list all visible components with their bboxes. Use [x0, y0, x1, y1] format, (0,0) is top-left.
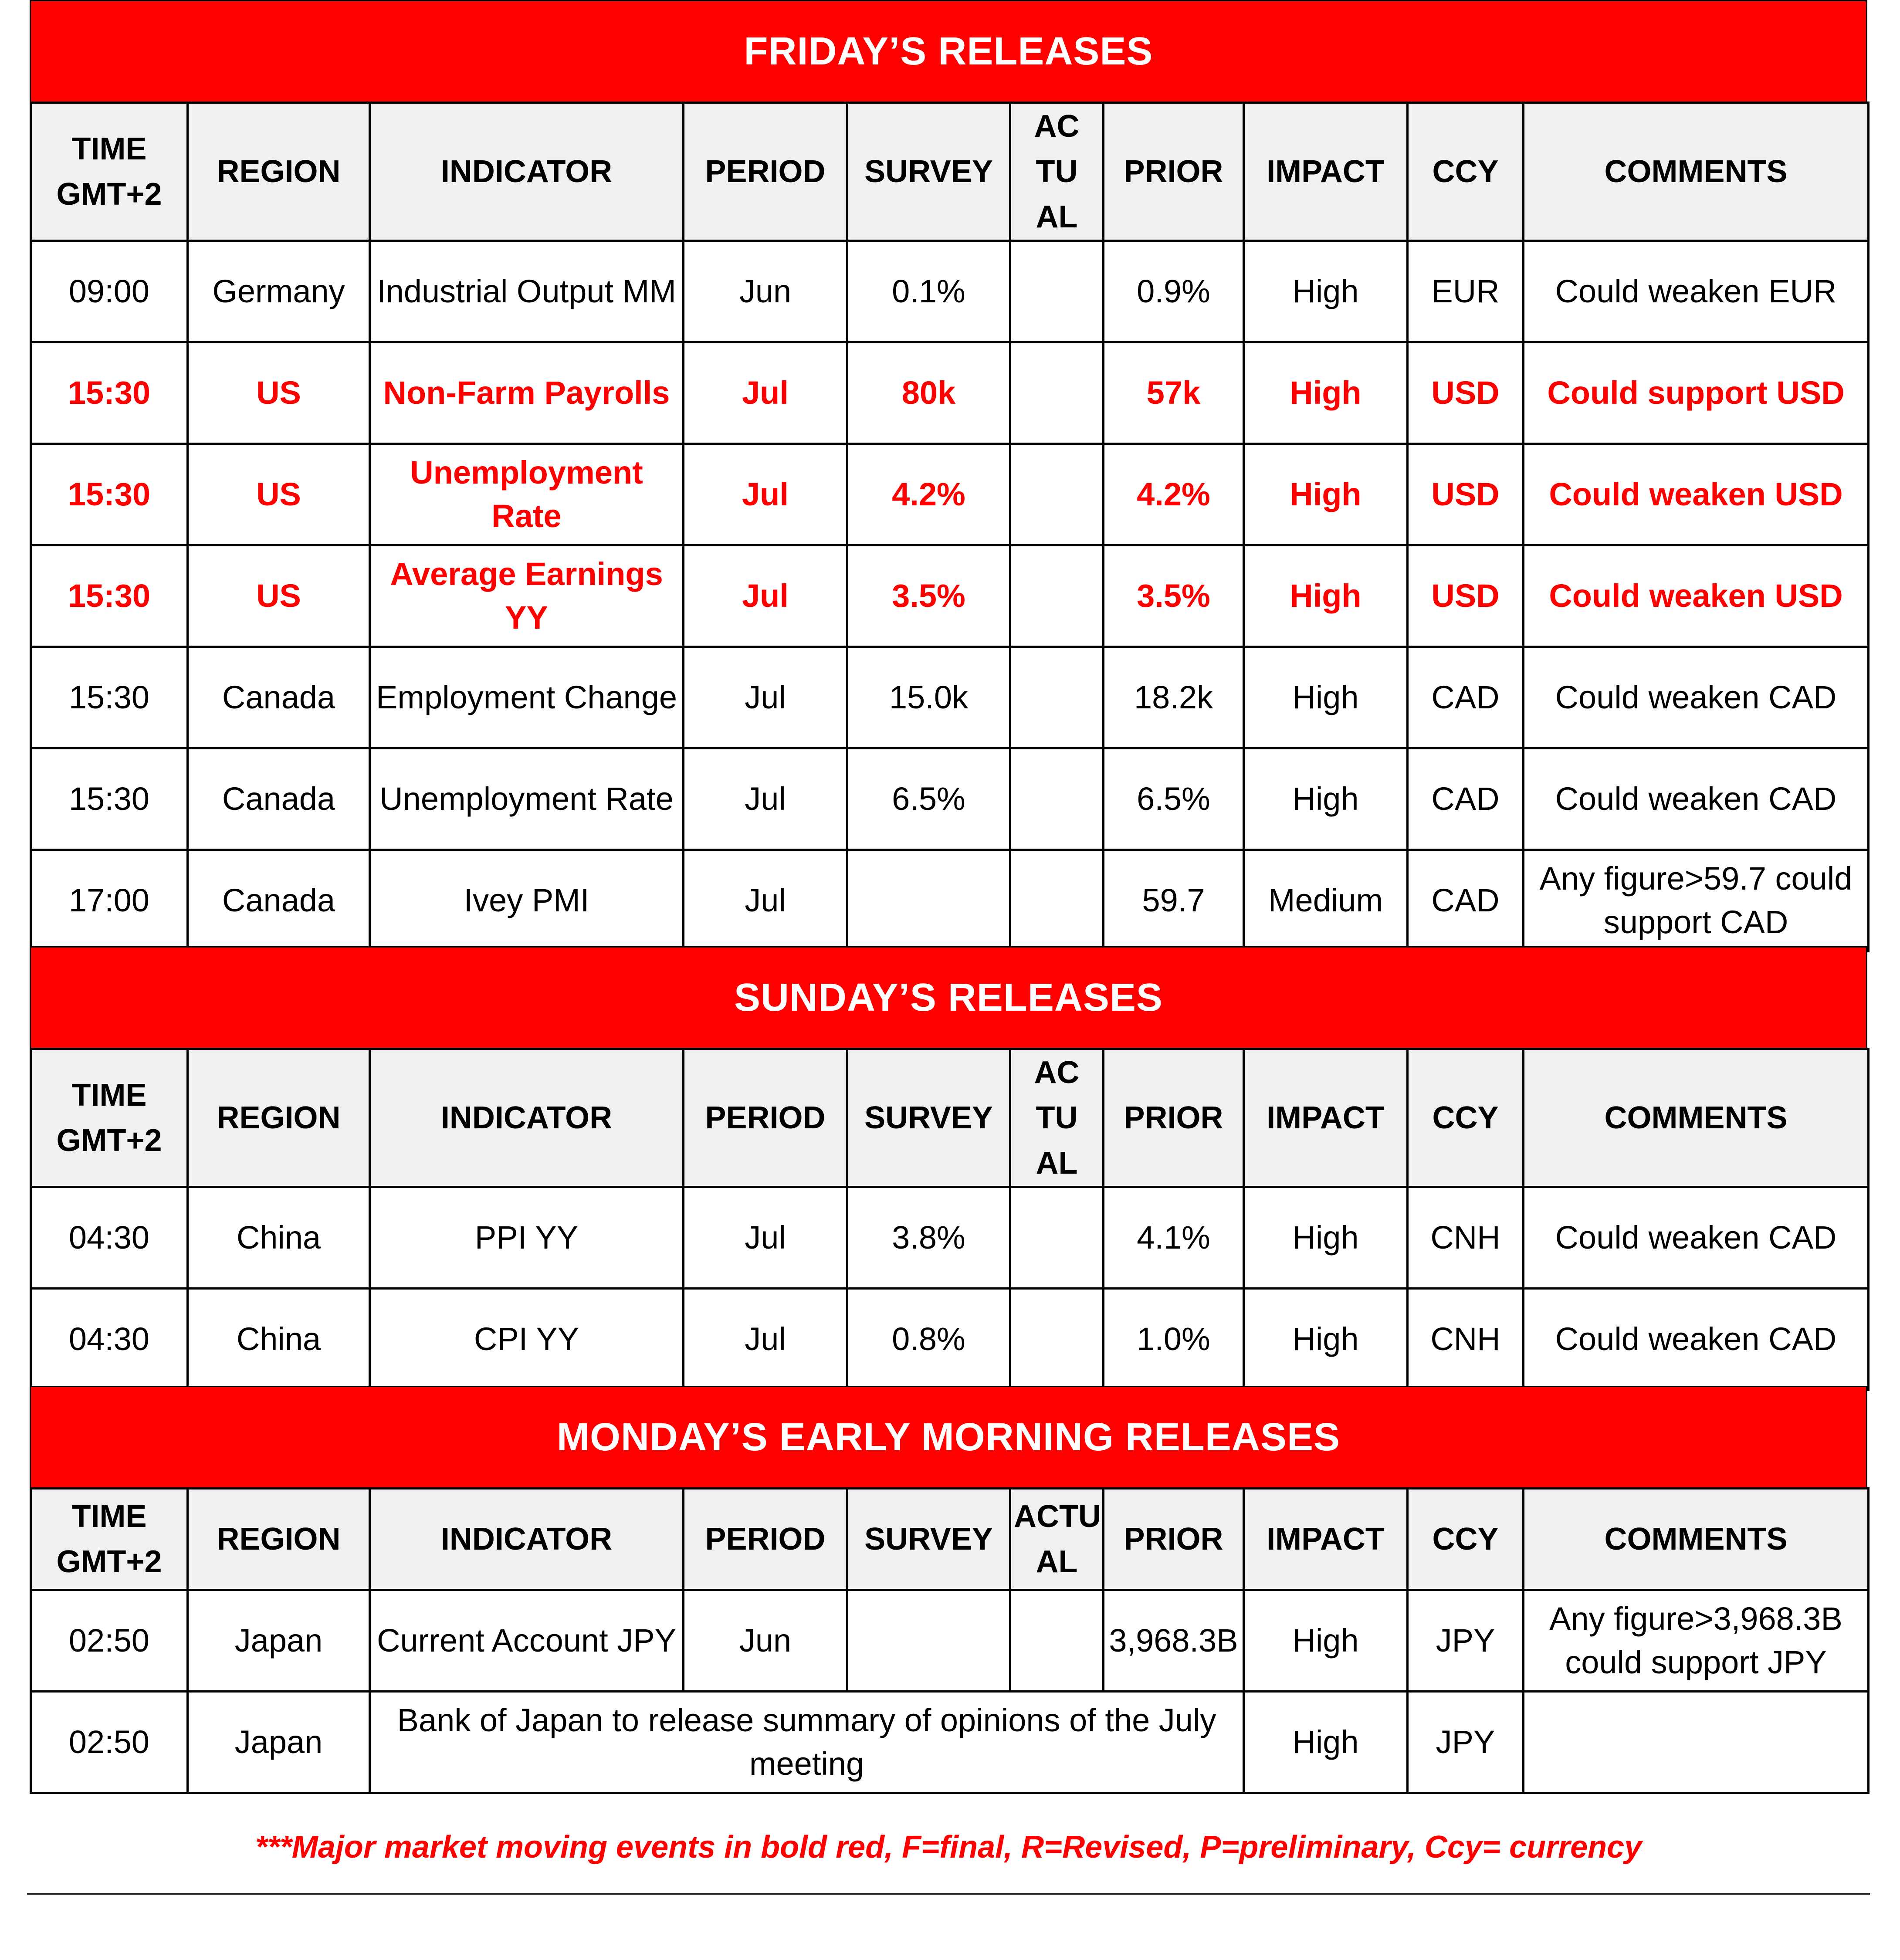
cell-period: Jul [684, 1187, 847, 1289]
cell-region: China [188, 1289, 370, 1390]
cell-time: 15:30 [31, 647, 188, 748]
cell-time: 04:30 [31, 1289, 188, 1390]
column-header-prior: PRIOR [1104, 1489, 1244, 1590]
cell-text: Bank of Japan to release summary of opinions of the July meeting [370, 1692, 1244, 1793]
cell-comments: Could weaken CAD [1524, 1187, 1869, 1289]
column-header-indicator: INDICATOR [370, 1049, 684, 1187]
cell-ccy: EUR [1408, 241, 1524, 342]
cell-prior: 59.7 [1104, 850, 1244, 951]
cell-actual [1010, 748, 1104, 850]
column-header-survey: SURVEY [847, 1049, 1010, 1187]
table-row [31, 1289, 1869, 1390]
cell-indicator: Current Account JPY [370, 1590, 684, 1692]
column-header-time: TIME GMT+2 [31, 1049, 188, 1187]
cell-impact: High [1244, 444, 1408, 545]
cell-comments [1524, 1692, 1869, 1793]
cell-region: Japan [188, 1590, 370, 1692]
cell-period: Jul [684, 647, 847, 748]
column-header-impact: IMPACT [1244, 1049, 1408, 1187]
cell-comments: Could support USD [1524, 342, 1869, 444]
cell-period: Jul [684, 1289, 847, 1390]
event-row [31, 1692, 1869, 1793]
cell-actual [1010, 1289, 1104, 1390]
column-header-region: REGION [188, 103, 370, 241]
column-header-region: REGION [188, 1049, 370, 1187]
cell-time: 17:00 [31, 850, 188, 951]
cell-time: 09:00 [31, 241, 188, 342]
cell-impact: High [1244, 1590, 1408, 1692]
cell-region: US [188, 444, 370, 545]
cell-region: Canada [188, 748, 370, 850]
column-header-ccy: CCY [1408, 1049, 1524, 1187]
cell-indicator: Non-Farm Payrolls [370, 342, 684, 444]
column-header-row [31, 1489, 1869, 1590]
cell-comments: Could weaken USD [1524, 545, 1869, 647]
cell-indicator: CPI YY [370, 1289, 684, 1390]
cell-survey: 80k [847, 342, 1010, 444]
cell-impact: Medium [1244, 850, 1408, 951]
cell-indicator: Average Earnings YY [370, 545, 684, 647]
cell-impact: High [1244, 241, 1408, 342]
cell-region: Canada [188, 850, 370, 951]
cell-region: Germany [188, 241, 370, 342]
cell-survey [847, 850, 1010, 951]
cell-period: Jul [684, 545, 847, 647]
column-header-ccy: CCY [1408, 1489, 1524, 1590]
cell-ccy: JPY [1408, 1692, 1524, 1793]
cell-comments: Could weaken CAD [1524, 1289, 1869, 1390]
cell-actual [1010, 647, 1104, 748]
footnote: ***Major market moving events in bold red, F=final, R=Revised, P=preliminary, Ccy= currency [255, 1830, 1642, 1865]
column-header-survey: SURVEY [847, 103, 1010, 241]
table-row [31, 545, 1869, 647]
cell-prior: 3,968.3B [1104, 1590, 1244, 1692]
column-header-time: TIME GMT+2 [31, 103, 188, 241]
cell-period: Jul [684, 444, 847, 545]
column-header-period: PERIOD [684, 1049, 847, 1187]
cell-actual [1010, 850, 1104, 951]
column-header-comments: COMMENTS [1524, 1049, 1869, 1187]
bottom-rule [27, 1893, 1870, 1895]
column-header-prior: PRIOR [1104, 103, 1244, 241]
cell-prior: 3.5% [1104, 545, 1244, 647]
cell-time: 04:30 [31, 1187, 188, 1289]
cell-region: Canada [188, 647, 370, 748]
cell-impact: High [1244, 1187, 1408, 1289]
column-header-comments: COMMENTS [1524, 103, 1869, 241]
cell-prior: 4.2% [1104, 444, 1244, 545]
cell-survey: 6.5% [847, 748, 1010, 850]
cell-time: 02:50 [31, 1692, 188, 1793]
cell-impact: High [1244, 1692, 1408, 1793]
cell-survey: 0.1% [847, 241, 1010, 342]
cell-survey: 15.0k [847, 647, 1010, 748]
cell-comments: Any figure>3,968.3B could support JPY [1524, 1590, 1869, 1692]
cell-ccy: CAD [1408, 647, 1524, 748]
cell-ccy: CNH [1408, 1187, 1524, 1289]
cell-period: Jun [684, 1590, 847, 1692]
cell-comments: Any figure>59.7 could support CAD [1524, 850, 1869, 951]
table-row [31, 342, 1869, 444]
cell-indicator: PPI YY [370, 1187, 684, 1289]
column-header-time: TIME GMT+2 [31, 1489, 188, 1590]
cell-survey: 3.5% [847, 545, 1010, 647]
column-header-survey: SURVEY [847, 1489, 1010, 1590]
cell-impact: High [1244, 748, 1408, 850]
cell-indicator: Industrial Output MM [370, 241, 684, 342]
cell-impact: High [1244, 647, 1408, 748]
cell-time: 15:30 [31, 545, 188, 647]
sunday-section-title: SUNDAY’S RELEASES [30, 946, 1867, 1049]
cell-actual [1010, 545, 1104, 647]
cell-period: Jul [684, 748, 847, 850]
cell-indicator: Unemployment Rate [370, 748, 684, 850]
cell-time: 15:30 [31, 444, 188, 545]
cell-comments: Could weaken EUR [1524, 241, 1869, 342]
cell-ccy: CAD [1408, 850, 1524, 951]
cell-impact: High [1244, 342, 1408, 444]
cell-ccy: CNH [1408, 1289, 1524, 1390]
friday-releases-table [30, 102, 1870, 952]
table-row [31, 748, 1869, 850]
cell-survey: 4.2% [847, 444, 1010, 545]
column-header-ccy: CCY [1408, 103, 1524, 241]
column-header-period: PERIOD [684, 103, 847, 241]
table-row [31, 444, 1869, 545]
friday-section-title: FRIDAY’S RELEASES [30, 0, 1867, 103]
cell-prior: 18.2k [1104, 647, 1244, 748]
column-header-actual: AC TU AL [1010, 1049, 1104, 1187]
cell-survey: 0.8% [847, 1289, 1010, 1390]
cell-indicator: Unemployment Rate [370, 444, 684, 545]
cell-time: 15:30 [31, 748, 188, 850]
cell-impact: High [1244, 545, 1408, 647]
cell-comments: Could weaken USD [1524, 444, 1869, 545]
cell-prior: 6.5% [1104, 748, 1244, 850]
monday-section-title: MONDAY’S EARLY MORNING RELEASES [30, 1386, 1867, 1489]
column-header-prior: PRIOR [1104, 1049, 1244, 1187]
column-header-comments: COMMENTS [1524, 1489, 1869, 1590]
cell-period: Jul [684, 342, 847, 444]
column-header-impact: IMPACT [1244, 103, 1408, 241]
column-header-row [31, 1049, 1869, 1187]
cell-actual [1010, 1590, 1104, 1692]
cell-indicator: Ivey PMI [370, 850, 684, 951]
column-header-actual: ACTU AL [1010, 1489, 1104, 1590]
cell-survey [847, 1590, 1010, 1692]
cell-region: Japan [188, 1692, 370, 1793]
cell-survey: 3.8% [847, 1187, 1010, 1289]
cell-ccy: JPY [1408, 1590, 1524, 1692]
cell-region: US [188, 342, 370, 444]
cell-prior: 57k [1104, 342, 1244, 444]
table-row [31, 850, 1869, 951]
cell-prior: 1.0% [1104, 1289, 1244, 1390]
column-header-row [31, 103, 1869, 241]
cell-time: 02:50 [31, 1590, 188, 1692]
cell-comments: Could weaken CAD [1524, 647, 1869, 748]
column-header-period: PERIOD [684, 1489, 847, 1590]
cell-actual [1010, 444, 1104, 545]
cell-prior: 4.1% [1104, 1187, 1244, 1289]
table-row [31, 1590, 1869, 1692]
column-header-region: REGION [188, 1489, 370, 1590]
cell-actual [1010, 342, 1104, 444]
cell-time: 15:30 [31, 342, 188, 444]
table-row [31, 241, 1869, 342]
cell-actual [1010, 241, 1104, 342]
table-row [31, 1187, 1869, 1289]
cell-ccy: USD [1408, 545, 1524, 647]
column-header-indicator: INDICATOR [370, 1489, 684, 1590]
monday-releases-table [30, 1487, 1870, 1794]
cell-region: China [188, 1187, 370, 1289]
cell-indicator: Employment Change [370, 647, 684, 748]
cell-period: Jun [684, 241, 847, 342]
cell-period: Jul [684, 850, 847, 951]
cell-impact: High [1244, 1289, 1408, 1390]
cell-comments: Could weaken CAD [1524, 748, 1869, 850]
cell-ccy: USD [1408, 342, 1524, 444]
cell-prior: 0.9% [1104, 241, 1244, 342]
column-header-impact: IMPACT [1244, 1489, 1408, 1590]
column-header-indicator: INDICATOR [370, 103, 684, 241]
cell-ccy: CAD [1408, 748, 1524, 850]
cell-ccy: USD [1408, 444, 1524, 545]
table-row [31, 647, 1869, 748]
cell-region: US [188, 545, 370, 647]
column-header-actual: AC TU AL [1010, 103, 1104, 241]
sunday-releases-table [30, 1048, 1870, 1391]
cell-actual [1010, 1187, 1104, 1289]
